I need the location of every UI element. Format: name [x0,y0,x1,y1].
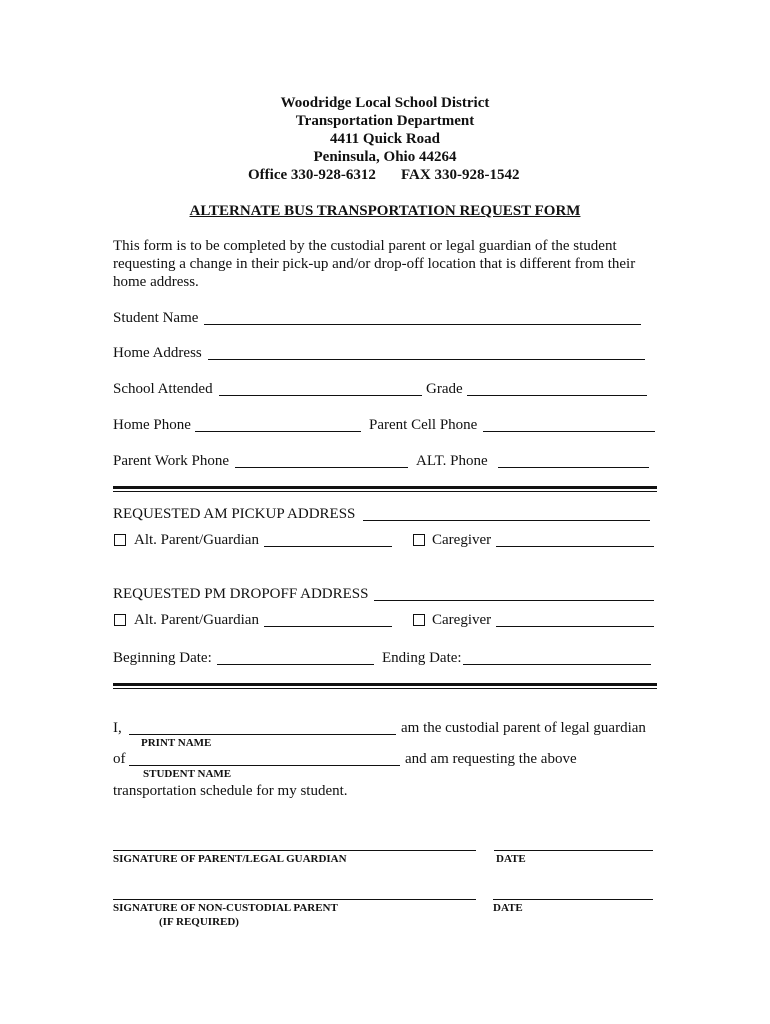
form-title: ALTERNATE BUS TRANSPORTATION REQUEST FORM [189,203,581,219]
if-required-note: (IF REQUIRED) [159,916,239,928]
street-address: 4411 Quick Road [329,131,441,147]
section-divider-2 [113,683,657,686]
pm-dropoff-heading: REQUESTED PM DROPOFF ADDRESS [113,586,369,602]
district-name: Woodridge Local School District [280,95,490,111]
intro-line-3: home address. [113,274,199,290]
city-address: Peninsula, Ohio 44264 [313,149,457,165]
intro-line-2: requesting a change in their pick-up and/or drop-off location that is different from their [113,256,636,272]
student-name-label: Student Name [113,310,199,326]
declaration-of: of [113,751,126,767]
noncustodial-signature-label: SIGNATURE OF NON-CUSTODIAL PARENT [113,902,338,914]
section-divider-thin [113,491,657,492]
parent-signature-field[interactable] [113,850,476,851]
department-name: Transportation Department [295,113,475,129]
home-phone-label: Home Phone [113,417,191,433]
home-address-field[interactable] [208,359,645,360]
student-name-caption: STUDENT NAME [143,768,232,780]
parent-cell-phone-label: Parent Cell Phone [369,417,478,433]
noncustodial-signature-date-field[interactable] [493,899,653,900]
pm-alt-parent-checkbox[interactable] [114,614,126,626]
declaration-requesting-text: and am requesting the above [405,751,577,767]
ending-date-label: Ending Date: [382,650,462,666]
parent-signature-label: SIGNATURE OF PARENT/LEGAL GUARDIAN [113,853,347,865]
grade-label: Grade [426,381,463,397]
am-pickup-heading: REQUESTED AM PICKUP ADDRESS [113,506,356,522]
beginning-date-label: Beginning Date: [113,650,212,666]
am-caregiver-field[interactable] [496,546,654,547]
section-divider [113,486,657,489]
am-alt-parent-checkbox[interactable] [114,534,126,546]
declaration-i: I, [113,720,122,736]
noncustodial-signature-field[interactable] [113,899,476,900]
student-name-field[interactable] [204,324,641,325]
ending-date-field[interactable] [463,664,651,665]
parent-work-phone-label: Parent Work Phone [113,453,230,469]
declaration-custodial-text: am the custodial parent of legal guardian [401,720,646,736]
alt-phone-label: ALT. Phone [416,453,488,469]
alt-phone-field[interactable] [498,467,649,468]
pm-caregiver-label: Caregiver [432,612,492,628]
declaration-closing: transportation schedule for my student. [113,783,348,799]
student-name-sign-field[interactable] [129,765,400,766]
intro-line-1: This form is to be completed by the custodial parent or legal guardian of the student [113,238,617,254]
beginning-date-field[interactable] [217,664,374,665]
am-alt-parent-label: Alt. Parent/Guardian [134,532,259,548]
school-attended-field[interactable] [219,395,422,396]
school-attended-label: School Attended [113,381,213,397]
section-divider-2-thin [113,688,657,689]
am-caregiver-label: Caregiver [432,532,492,548]
print-name-field[interactable] [129,734,396,735]
pm-alt-parent-field[interactable] [264,626,392,627]
am-alt-parent-field[interactable] [264,546,392,547]
parent-work-phone-field[interactable] [235,467,408,468]
date-label-2: DATE [493,902,523,914]
pm-dropoff-address-field[interactable] [374,600,654,601]
parent-cell-phone-field[interactable] [483,431,655,432]
parent-signature-date-field[interactable] [494,850,653,851]
print-name-caption: PRINT NAME [141,737,212,749]
grade-field[interactable] [467,395,647,396]
office-phone: Office 330-928-6312 [248,167,376,183]
am-pickup-address-field[interactable] [363,520,650,521]
date-label-1: DATE [496,853,526,865]
home-phone-field[interactable] [195,431,361,432]
fax-number: FAX 330-928-1542 [401,167,520,183]
pm-alt-parent-label: Alt. Parent/Guardian [134,612,259,628]
pm-caregiver-field[interactable] [496,626,654,627]
am-caregiver-checkbox[interactable] [413,534,425,546]
pm-caregiver-checkbox[interactable] [413,614,425,626]
home-address-label: Home Address [113,345,202,361]
